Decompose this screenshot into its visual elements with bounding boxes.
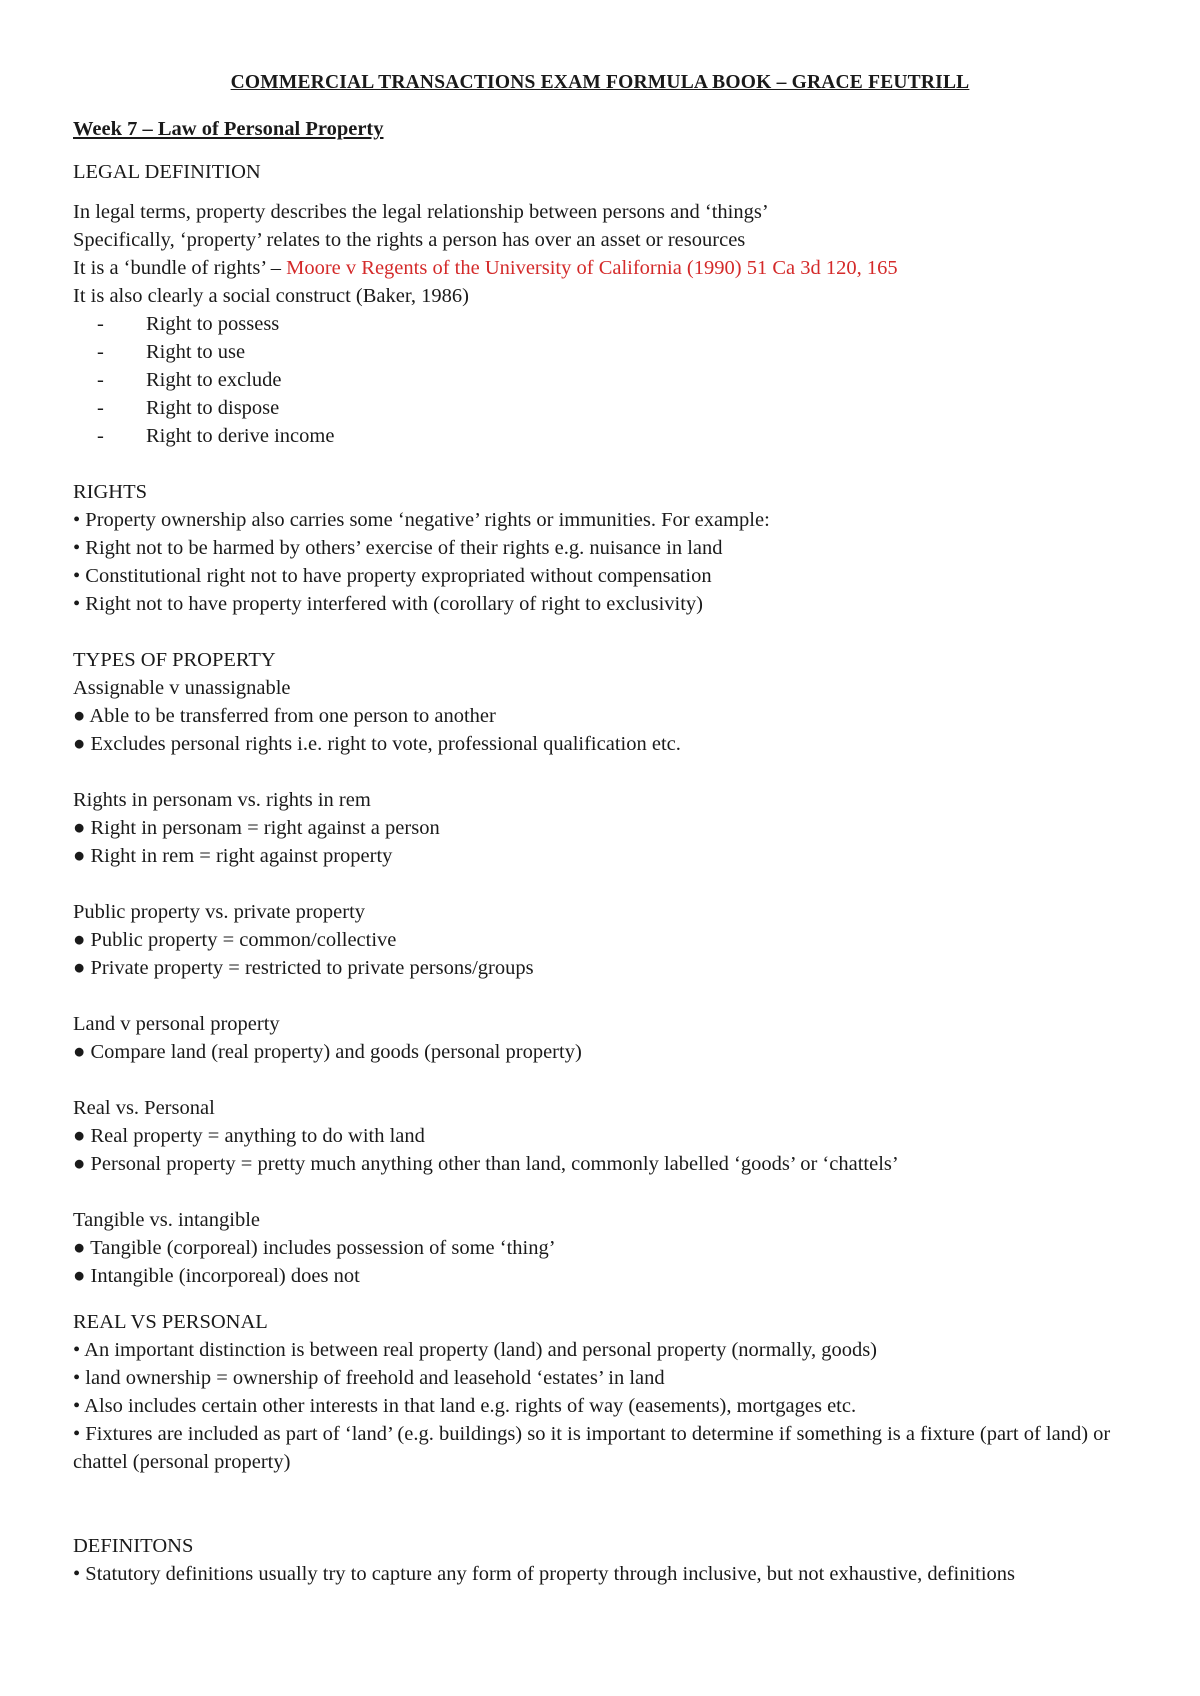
dash-marker: - — [97, 313, 104, 335]
real-vs-personal-item: • Fixtures are included as part of ‘land’ (e.g. buildings) so it is important to determine if something is a fixture (part of land) or chattel (personal property) — [73, 1423, 1111, 1473]
rights-item: • Property ownership also carries some ‘negative’ rights or immunities. For example: — [73, 509, 770, 531]
types-group-title: Real vs. Personal — [73, 1097, 215, 1119]
types-item: ● Real property = anything to do with land — [73, 1125, 425, 1147]
dash-item-text: Right to dispose — [146, 397, 280, 419]
dash-item-text: Right to use — [146, 341, 246, 363]
dash-marker: - — [97, 341, 104, 363]
rights-item: • Right not to be harmed by others’ exercise of their rights e.g. nuisance in land — [73, 537, 723, 559]
legal-def-line1: In legal terms, property describes the legal relationship between persons and ‘things’ — [73, 201, 769, 223]
dash-item — [73, 422, 1133, 450]
week-heading: Week 7 – Law of Personal Property — [73, 118, 384, 140]
rights-item: • Right not to have property interfered with (corollary of right to exclusivity) — [73, 593, 703, 615]
legal-def-line3 — [73, 254, 1133, 282]
real-vs-personal-item: • An important distinction is between real property (land) and personal property (normally, goods) — [73, 1339, 878, 1361]
dash-marker: - — [97, 425, 104, 447]
dash-item — [73, 338, 1133, 366]
definitions-item: • Statutory definitions usually try to capture any form of property through inclusive, but not exhaustive, definitions — [73, 1563, 1016, 1585]
real-vs-personal-item: • land ownership = ownership of freehold and leasehold ‘estates’ in land — [73, 1367, 665, 1389]
legal-def-line2: Specifically, ‘property’ relates to the rights a person has over an asset or resources — [73, 229, 746, 251]
document-title: COMMERCIAL TRANSACTIONS EXAM FORMULA BOOK – GRACE FEUTRILL — [230, 72, 970, 93]
definitions-heading: DEFINITONS — [73, 1535, 194, 1557]
dash-item-text: Right to exclude — [146, 369, 282, 391]
types-item: ● Excludes personal rights i.e. right to vote, professional qualification etc. — [73, 733, 681, 755]
legal-def-line4: It is also clearly a social construct (Baker, 1986) — [73, 285, 469, 307]
rights-item: • Constitutional right not to have property expropriated without compensation — [73, 565, 712, 587]
types-heading: TYPES OF PROPERTY — [73, 649, 276, 671]
types-group-title: Public property vs. private property — [73, 901, 366, 923]
dash-item — [73, 366, 1133, 394]
types-item: ● Right in personam = right against a person — [73, 817, 440, 839]
dash-marker: - — [97, 397, 104, 419]
dash-item — [73, 310, 1133, 338]
real-vs-personal-item: • Also includes certain other interests in that land e.g. rights of way (easements), mortgages etc. — [73, 1395, 857, 1417]
types-group-title: Assignable v unassignable — [73, 677, 291, 699]
case-citation: Moore v Regents of the University of California (1990) 51 Ca 3d 120, 165 — [286, 257, 898, 279]
types-item: ● Intangible (incorporeal) does not — [73, 1265, 360, 1287]
dash-item-text: Right to possess — [146, 313, 280, 335]
types-item: ● Tangible (corporeal) includes possession of some ‘thing’ — [73, 1237, 556, 1259]
types-group-title: Land v personal property — [73, 1013, 280, 1035]
types-item: ● Right in rem = right against property — [73, 845, 393, 867]
legal-definition-heading: LEGAL DEFINITION — [73, 161, 261, 183]
dash-item-text: Right to derive income — [146, 425, 335, 447]
types-item: ● Able to be transferred from one person to another — [73, 705, 496, 727]
real-vs-personal-heading: REAL VS PERSONAL — [73, 1311, 268, 1333]
types-group-title: Tangible vs. intangible — [73, 1209, 261, 1231]
document-page — [73, 70, 1133, 1588]
types-item: ● Public property = common/collective — [73, 929, 397, 951]
types-item: ● Compare land (real property) and goods (personal property) — [73, 1041, 582, 1063]
types-group-title: Rights in personam vs. rights in rem — [73, 789, 371, 811]
rights-heading: RIGHTS — [73, 481, 148, 503]
dash-marker: - — [97, 369, 104, 391]
types-item: ● Personal property = pretty much anything other than land, commonly labelled ‘goods’ or ‘chattels’ — [73, 1153, 899, 1175]
dash-item — [73, 394, 1133, 422]
types-item: ● Private property = restricted to private persons/groups — [73, 957, 534, 979]
legal-def-line3-prefix: It is a ‘bundle of rights’ – — [73, 257, 287, 279]
